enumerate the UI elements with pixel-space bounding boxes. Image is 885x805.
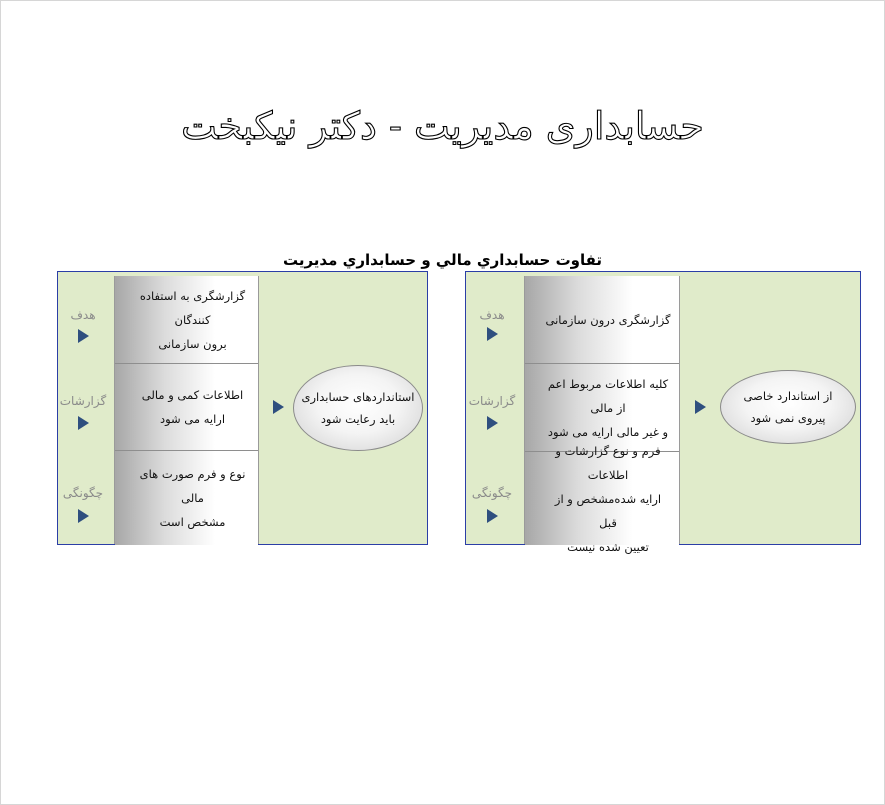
- financial-accounting-panel: [57, 271, 428, 545]
- card-text: اطلاعات کمی و مالی ارایه می شود: [141, 388, 244, 426]
- row-label-goal: هدف: [479, 308, 505, 322]
- row-label-how: چگونگی: [62, 486, 104, 500]
- row-arrow-icon: [487, 509, 498, 523]
- card-goal: [525, 276, 679, 364]
- row-arrow-icon: [78, 329, 89, 343]
- standards-oval: [720, 370, 856, 444]
- page-title: حسابداری مدیریت - دکتر نیکبخت: [181, 104, 704, 148]
- row-arrow-icon: [78, 509, 89, 523]
- card-text: فرم و نوع گزارشات و اطلاعات ارایه شده‌مشخص و از قبل تعیین شده نیست: [554, 443, 662, 554]
- card-column: [524, 276, 680, 554]
- card-text: گزارشگری به استفاده کنندگان برون سازمانی: [139, 288, 246, 351]
- standards-oval: [293, 365, 423, 451]
- card-reports: [115, 364, 258, 451]
- card-how: [525, 443, 679, 554]
- management-accounting-panel: [465, 271, 861, 554]
- card-goal: [115, 276, 258, 364]
- card-text: کلیه اطلاعات مربوط اعم از مالی و غیر مالی ارایه می شود: [547, 376, 669, 439]
- arrow-right-icon: [273, 400, 284, 414]
- card-column: [114, 276, 259, 544]
- diagram-subtitle: تفاوت حسابداري مالي و حسابداري مديريت: [282, 251, 603, 269]
- card-how: [115, 451, 258, 545]
- row-label-reports: گزارشات: [468, 394, 516, 408]
- row-label-how: چگونگی: [471, 486, 513, 500]
- row-label-reports: گزارشات: [59, 394, 107, 408]
- row-arrow-icon: [78, 416, 89, 430]
- oval-text: از استاندارد خاصی پیروی نمی شود: [743, 389, 833, 425]
- card-text: نوع و فرم صورت های مالی مشخص است: [139, 467, 246, 529]
- oval-text: استانداردهای حسابداری باید رعایت شود: [301, 390, 415, 426]
- row-arrow-icon: [487, 327, 498, 341]
- arrow-right-icon: [695, 400, 706, 414]
- row-label-goal: هدف: [70, 308, 96, 322]
- card-text: گزارشگری درون سازمانی: [545, 312, 671, 327]
- row-arrow-icon: [487, 416, 498, 430]
